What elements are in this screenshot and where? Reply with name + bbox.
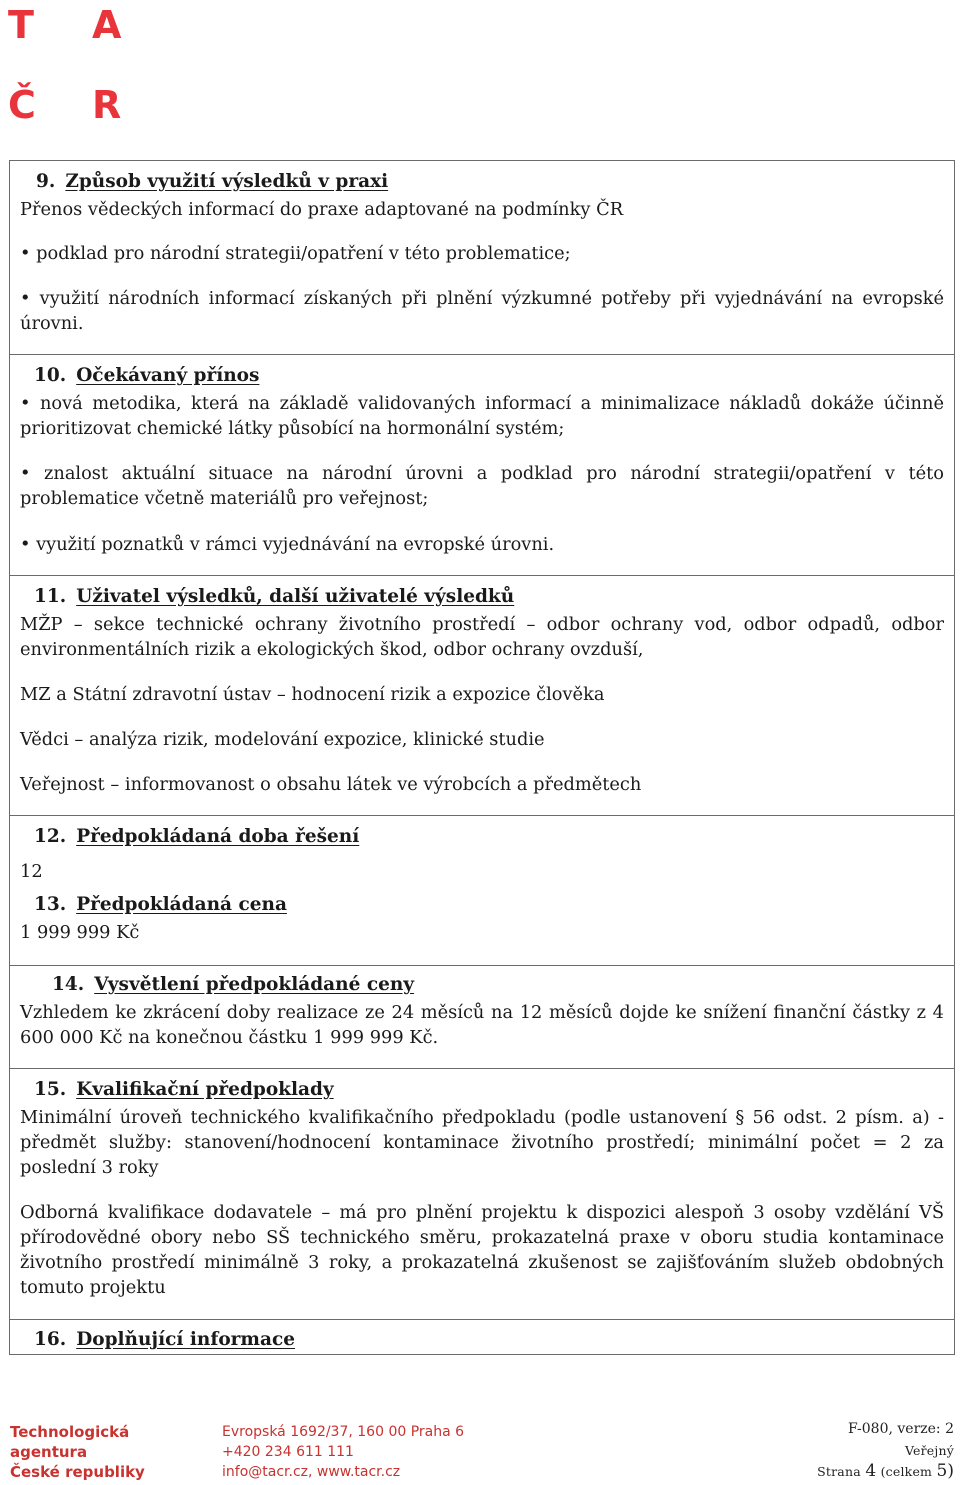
section-10-number: 10. [34, 365, 67, 386]
logo-letter-t: T [8, 3, 34, 47]
section-11-heading [34, 586, 514, 607]
section-13-number: 13. [34, 894, 67, 915]
footer-phone: +420 234 611 111 [222, 1444, 354, 1460]
section-15-number: 15. [34, 1079, 67, 1100]
section-12-value: 12 [20, 861, 43, 882]
section-12-13 [9, 815, 955, 967]
section-10-title: Očekávaný přínos [76, 365, 260, 386]
section-10-heading [34, 365, 259, 386]
footer-total-prefix: (celkem [880, 1464, 933, 1479]
section-9-heading [36, 171, 388, 192]
logo-letter-a: A [92, 3, 122, 47]
footer-classification: Veřejný [904, 1443, 954, 1458]
logo-letter-r: R [92, 83, 122, 127]
logo-letter-c: Č [8, 83, 36, 127]
section-16-title: Doplňující informace [76, 1329, 296, 1350]
footer-contact-links[interactable]: info@tacr.cz, www.tacr.cz [222, 1464, 401, 1480]
section-10-bullet-2: • znalost aktuální situace na národní úrovni a podklad pro národní strategii/opatření v této problematice včetně materiálů pro veřejnost; [20, 463, 944, 509]
section-13-title: Předpokládaná cena [76, 894, 287, 915]
section-11-number: 11. [34, 586, 67, 607]
footer-page-info [817, 1419, 954, 1483]
section-14-para-1: Vzhledem ke zkrácení doby realizace ze 24 měsíců na 12 měsíců dojde ke snížení finanční částky z 4 600 000 Kč na konečnou částku 1 999 999 Kč. [20, 1002, 944, 1048]
footer-page-current: 4 [865, 1461, 877, 1481]
footer-page-label: Strana [817, 1464, 861, 1479]
section-15 [9, 1068, 955, 1321]
section-15-heading [34, 1079, 334, 1100]
footer-total-pages: 5) [936, 1461, 954, 1481]
section-11-para-1: MŽP – sekce technické ochrany životního prostředí – odbor ochrany vod, odbor odpadů, odbor environmentálních rizik a ekologických škod, odbor ochrany ovzduší, [20, 614, 944, 660]
footer-page-number [817, 1461, 954, 1483]
section-15-para-1: Minimální úroveň technického kvalifikačního předpokladu (podle ustanovení § 56 odst. 2 písm. a) - předmět služby: stanovení/hodnocení kontaminace životního prostředí; minimální počet = 2 za poslední 3 roky [20, 1107, 944, 1178]
section-11-para-4: Veřejnost – informovanost o obsahu látek ve výrobcích a předmětech [20, 774, 642, 795]
section-14-number: 14. [52, 974, 85, 995]
section-12-title: Předpokládaná doba řešení [76, 826, 360, 847]
section-14-title: Vysvětlení předpokládané ceny [94, 974, 415, 995]
footer-org-line-2: agentura [10, 1443, 88, 1461]
section-9 [9, 160, 955, 356]
footer-organization [10, 1422, 145, 1482]
section-12-number: 12. [34, 826, 67, 847]
section-14 [9, 965, 955, 1070]
section-15-para-2: Odborná kvalifikace dodavatele – má pro plnění projektu k dispozici alespoň 3 osoby vzdělání VŠ přírodovědné obory nebo SŠ technického směru, prokazatelná praxe v oboru studia kontaminace životního prostředí minimálně 3 roky, a prokazatelná zkušenost se zajišťováním služeb obdobných tomuto projektu [20, 1202, 944, 1298]
footer-form-version: F-080, verze: 2 [847, 1421, 954, 1437]
section-10-bullet-1: • nová metodika, která na základě validovaných informací a minimalizace nákladů dokáže účinně prioritizovat chemické látky působící na hormonální systém; [20, 393, 944, 439]
section-13-value: 1 999 999 Kč [20, 922, 140, 943]
section-11-title: Uživatel výsledků, další uživatelé výsledků [76, 586, 515, 607]
tacr-logo [8, 3, 138, 127]
footer-street: Evropská 1692/37, 160 00 Praha 6 [222, 1424, 465, 1440]
section-9-title: Způsob využití výsledků v praxi [65, 171, 389, 192]
section-13-heading [34, 894, 287, 915]
section-9-number: 9. [36, 171, 56, 192]
section-11-para-2: MZ a Státní zdravotní ústav – hodnocení rizik a expozice člověka [20, 684, 605, 705]
section-11 [9, 575, 955, 817]
footer-org-line-1: Technologická [10, 1423, 130, 1441]
section-12-heading [34, 826, 359, 847]
footer-address [222, 1422, 464, 1482]
section-11-para-3: Vědci – analýza rizik, modelování expozice, klinické studie [20, 729, 545, 750]
section-10 [9, 354, 955, 577]
section-16-heading [34, 1329, 295, 1350]
section-9-bullet-1: • podklad pro národní strategii/opatření v této problematice; [20, 243, 571, 264]
section-16-number: 16. [34, 1329, 67, 1350]
section-15-title: Kvalifikační předpoklady [76, 1079, 334, 1100]
footer-org-line-3: České republiky [10, 1463, 145, 1481]
section-16 [9, 1319, 955, 1355]
section-9-para-1: Přenos vědeckých informací do praxe adaptované na podmínky ČR [20, 199, 624, 220]
section-9-bullet-2: • využití národních informací získaných při plnění výzkumné potřeby při vyjednávání na evropské úrovni. [20, 288, 944, 334]
section-14-heading [52, 974, 414, 995]
section-10-bullet-3: • využití poznatků v rámci vyjednávání na evropské úrovni. [20, 534, 555, 555]
